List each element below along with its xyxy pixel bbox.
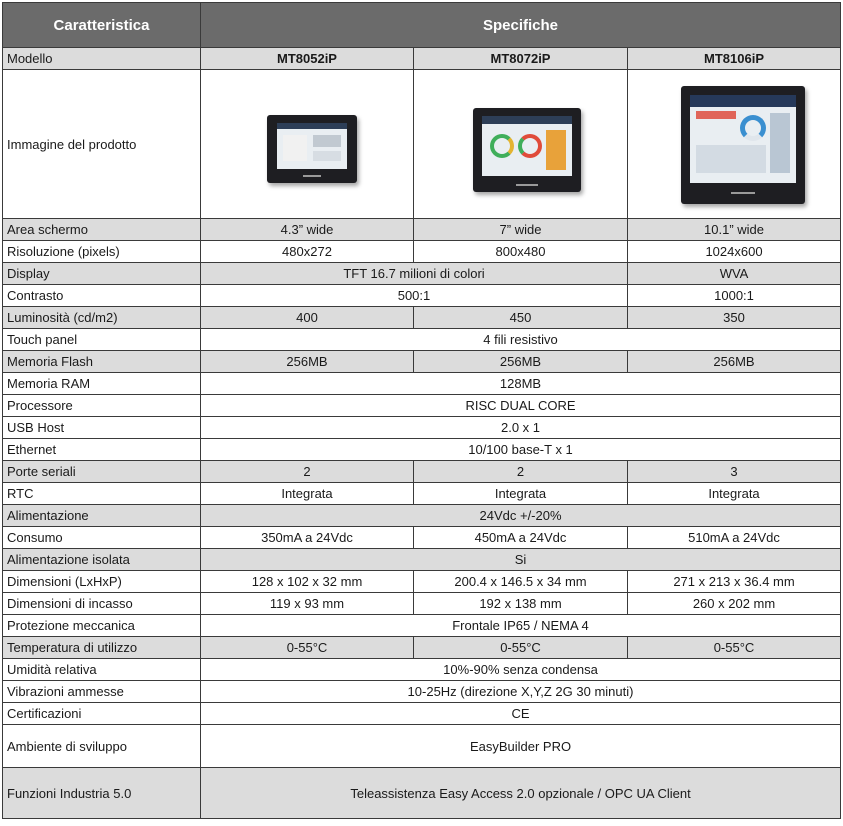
row-label: Memoria Flash bbox=[3, 351, 201, 373]
spec-value: 0-55°C bbox=[628, 637, 841, 659]
table-row bbox=[3, 241, 841, 263]
row-label: Modello bbox=[3, 48, 201, 70]
table-row bbox=[3, 461, 841, 483]
spec-value: Integrata bbox=[414, 483, 628, 505]
header-caratteristica: Caratteristica bbox=[3, 3, 201, 48]
spec-value: 7” wide bbox=[414, 219, 628, 241]
row-label: Immagine del prodotto bbox=[3, 70, 201, 219]
table-row bbox=[3, 703, 841, 725]
row-label: Ambiente di sviluppo bbox=[3, 725, 201, 768]
spec-value: 480x272 bbox=[201, 241, 414, 263]
table-row bbox=[3, 571, 841, 593]
spec-value: 119 x 93 mm bbox=[201, 593, 414, 615]
spec-value: TFT 16.7 milioni di colori bbox=[201, 263, 628, 285]
row-label: RTC bbox=[3, 483, 201, 505]
product-image-cell bbox=[414, 70, 628, 219]
spec-value: Integrata bbox=[201, 483, 414, 505]
table-row bbox=[3, 483, 841, 505]
spec-value: 0-55°C bbox=[201, 637, 414, 659]
row-label: Memoria RAM bbox=[3, 373, 201, 395]
spec-value: 350 bbox=[628, 307, 841, 329]
table-row bbox=[3, 417, 841, 439]
row-label: Porte seriali bbox=[3, 461, 201, 483]
row-label: Dimensioni di incasso bbox=[3, 593, 201, 615]
spec-value: Teleassistenza Easy Access 2.0 opzionale / OPC UA Client bbox=[201, 768, 841, 819]
product-image-cell bbox=[201, 70, 414, 219]
spec-value: 10/100 base-T x 1 bbox=[201, 439, 841, 461]
row-label: Risoluzione (pixels) bbox=[3, 241, 201, 263]
spec-value: WVA bbox=[628, 263, 841, 285]
table-row bbox=[3, 615, 841, 637]
table-row bbox=[3, 285, 841, 307]
spec-value: 10.1” wide bbox=[628, 219, 841, 241]
model-name: MT8072iP bbox=[414, 48, 628, 70]
spec-value: 271 x 213 x 36.4 mm bbox=[628, 571, 841, 593]
table-row bbox=[3, 725, 841, 768]
spec-value: Integrata bbox=[628, 483, 841, 505]
row-label: Area schermo bbox=[3, 219, 201, 241]
spec-value: 256MB bbox=[628, 351, 841, 373]
spec-value: 2 bbox=[201, 461, 414, 483]
spec-value: 1000:1 bbox=[628, 285, 841, 307]
table-row bbox=[3, 637, 841, 659]
spec-value: 800x480 bbox=[414, 241, 628, 263]
row-label: Temperatura di utilizzo bbox=[3, 637, 201, 659]
spec-value: 10%-90% senza condensa bbox=[201, 659, 841, 681]
spec-value: 450mA a 24Vdc bbox=[414, 527, 628, 549]
row-label: Alimentazione isolata bbox=[3, 549, 201, 571]
spec-value: 256MB bbox=[201, 351, 414, 373]
spec-value: 1024x600 bbox=[628, 241, 841, 263]
spec-value: Si bbox=[201, 549, 841, 571]
spec-value: 192 x 138 mm bbox=[414, 593, 628, 615]
row-label: Umidità relativa bbox=[3, 659, 201, 681]
spec-value: 128MB bbox=[201, 373, 841, 395]
row-label: Alimentazione bbox=[3, 505, 201, 527]
table-row bbox=[3, 351, 841, 373]
table-row bbox=[3, 48, 841, 70]
spec-value: CE bbox=[201, 703, 841, 725]
spec-value: 350mA a 24Vdc bbox=[201, 527, 414, 549]
table-row bbox=[3, 439, 841, 461]
row-label: Display bbox=[3, 263, 201, 285]
row-label: Processore bbox=[3, 395, 201, 417]
row-label: Funzioni Industria 5.0 bbox=[3, 768, 201, 819]
row-label: Luminosità (cd/m2) bbox=[3, 307, 201, 329]
model-name: MT8052iP bbox=[201, 48, 414, 70]
table-row bbox=[3, 329, 841, 351]
spec-value: Frontale IP65 / NEMA 4 bbox=[201, 615, 841, 637]
product-image-cell bbox=[628, 70, 841, 219]
header-specifiche: Specifiche bbox=[201, 3, 841, 48]
table-row bbox=[3, 593, 841, 615]
table-row bbox=[3, 70, 841, 219]
table-row bbox=[3, 505, 841, 527]
spec-value: 500:1 bbox=[201, 285, 628, 307]
spec-value: RISC DUAL CORE bbox=[201, 395, 841, 417]
table-row bbox=[3, 373, 841, 395]
spec-value: 2 bbox=[414, 461, 628, 483]
spec-value: 260 x 202 mm bbox=[628, 593, 841, 615]
row-label: Dimensioni (LxHxP) bbox=[3, 571, 201, 593]
spec-value: 400 bbox=[201, 307, 414, 329]
spec-value: 510mA a 24Vdc bbox=[628, 527, 841, 549]
table-row bbox=[3, 307, 841, 329]
table-row bbox=[3, 527, 841, 549]
product-image bbox=[681, 86, 805, 204]
row-label: Certificazioni bbox=[3, 703, 201, 725]
row-label: Protezione meccanica bbox=[3, 615, 201, 637]
row-label: USB Host bbox=[3, 417, 201, 439]
table-row bbox=[3, 659, 841, 681]
spec-value: 4 fili resistivo bbox=[201, 329, 841, 351]
spec-value: 2.0 x 1 bbox=[201, 417, 841, 439]
model-name: MT8106iP bbox=[628, 48, 841, 70]
spec-value: 0-55°C bbox=[414, 637, 628, 659]
spec-value: 10-25Hz (direzione X,Y,Z 2G 30 minuti) bbox=[201, 681, 841, 703]
spec-value: 3 bbox=[628, 461, 841, 483]
table-row bbox=[3, 263, 841, 285]
table-row bbox=[3, 395, 841, 417]
spec-value: EasyBuilder PRO bbox=[201, 725, 841, 768]
product-image bbox=[267, 115, 357, 183]
header-row bbox=[3, 3, 841, 48]
row-label: Ethernet bbox=[3, 439, 201, 461]
spec-value: 128 x 102 x 32 mm bbox=[201, 571, 414, 593]
spec-value: 4.3” wide bbox=[201, 219, 414, 241]
spec-value: 24Vdc +/-20% bbox=[201, 505, 841, 527]
row-label: Vibrazioni ammesse bbox=[3, 681, 201, 703]
table-row bbox=[3, 219, 841, 241]
spec-value: 450 bbox=[414, 307, 628, 329]
spec-table bbox=[2, 2, 841, 819]
table-row bbox=[3, 549, 841, 571]
product-image bbox=[473, 108, 581, 192]
spec-value: 200.4 x 146.5 x 34 mm bbox=[414, 571, 628, 593]
row-label: Touch panel bbox=[3, 329, 201, 351]
row-label: Contrasto bbox=[3, 285, 201, 307]
table-row bbox=[3, 768, 841, 819]
table-row bbox=[3, 681, 841, 703]
spec-value: 256MB bbox=[414, 351, 628, 373]
row-label: Consumo bbox=[3, 527, 201, 549]
